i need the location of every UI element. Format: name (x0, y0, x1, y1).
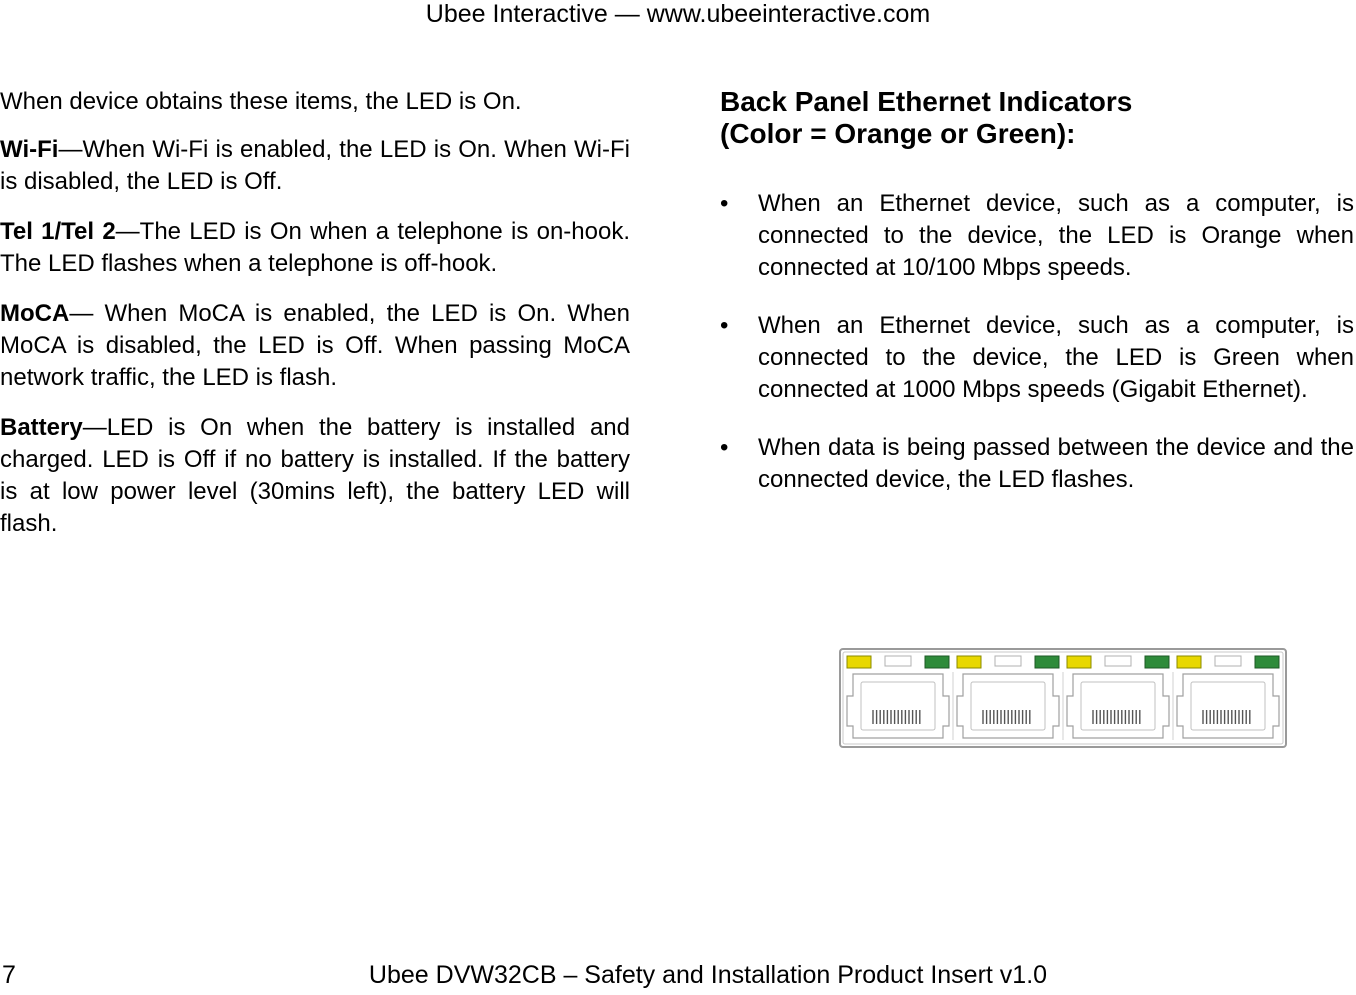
bullet-item (720, 188, 1354, 284)
bullet-text: When an Ethernet device, such as a computer, is connected to the device, the LED is Orange when connected at 10/100 Mbps speeds. (758, 190, 1354, 281)
rj45-port-outline (957, 674, 1059, 738)
port-led-green (1145, 656, 1169, 668)
section-subtitle: (Color = Orange or Green): (720, 118, 1076, 149)
battery-description: —LED is On when the battery is installed and charged. LED is Off if no battery is installed. If the battery is at low power level (30mins left), the battery LED will flash. (0, 414, 630, 537)
moca-term: MoCA (0, 300, 70, 327)
tel-description: —The LED is On when a telephone is on-hook. The LED flashes when a telephone is off-hook. (0, 218, 630, 277)
rj45-port-outline (847, 674, 949, 738)
port-top-tab (1105, 656, 1131, 666)
bullet-icon: • (720, 434, 729, 461)
bullet-text: When an Ethernet device, such as a computer, is connected to the device, the LED is Green when connected at 1000 Mbps speeds (Gigabit Ethernet). (758, 312, 1354, 403)
rj45-port-outline (1067, 674, 1169, 738)
wifi-term: Wi-Fi (0, 136, 59, 163)
led-description-column (0, 86, 630, 558)
port-led-green (1035, 656, 1059, 668)
port-led-green (1255, 656, 1279, 668)
bullet-icon: • (720, 190, 729, 217)
page-footer: Ubee DVW32CB – Safety and Installation Product Insert v1.0 (368, 961, 1048, 989)
page-number: 7 (2, 961, 16, 989)
ethernet-bullet-list (720, 188, 1354, 496)
port-led-orange (957, 656, 981, 668)
bullet-text: When data is being passed between the device and the connected device, the LED flashes. (758, 434, 1354, 493)
intro-text: When device obtains these items, the LED is On. (0, 88, 522, 115)
ethernet-indicators-column (720, 86, 1354, 522)
port-led-orange (847, 656, 871, 668)
port-top-tab (1215, 656, 1241, 666)
port-led-green (925, 656, 949, 668)
tel-paragraph (0, 216, 630, 280)
port-top-tab (885, 656, 911, 666)
battery-paragraph (0, 412, 630, 540)
moca-description: — When MoCA is enabled, the LED is On. When MoCA is disabled, the LED is Off. When passing MoCA network traffic, the LED is flash. (0, 300, 630, 391)
bullet-icon: • (720, 312, 729, 339)
port-led-orange (1177, 656, 1201, 668)
ethernet-ports-svg (839, 648, 1287, 750)
wifi-paragraph (0, 134, 630, 198)
section-title: Back Panel Ethernet Indicators (720, 86, 1133, 117)
bullet-item (720, 310, 1354, 406)
port-top-tab (995, 656, 1021, 666)
ethernet-ports-illustration (839, 648, 1287, 755)
battery-term: Battery (0, 414, 83, 441)
bullet-item (720, 432, 1354, 496)
wifi-description: —When Wi-Fi is enabled, the LED is On. When Wi-Fi is disabled, the LED is Off. (0, 136, 630, 195)
rj45-port-outline (1177, 674, 1279, 738)
moca-paragraph (0, 298, 630, 394)
page-header: Ubee Interactive — www.ubeeinteractive.com (425, 0, 931, 28)
port-led-orange (1067, 656, 1091, 668)
tel-term: Tel 1/Tel 2 (0, 218, 116, 245)
